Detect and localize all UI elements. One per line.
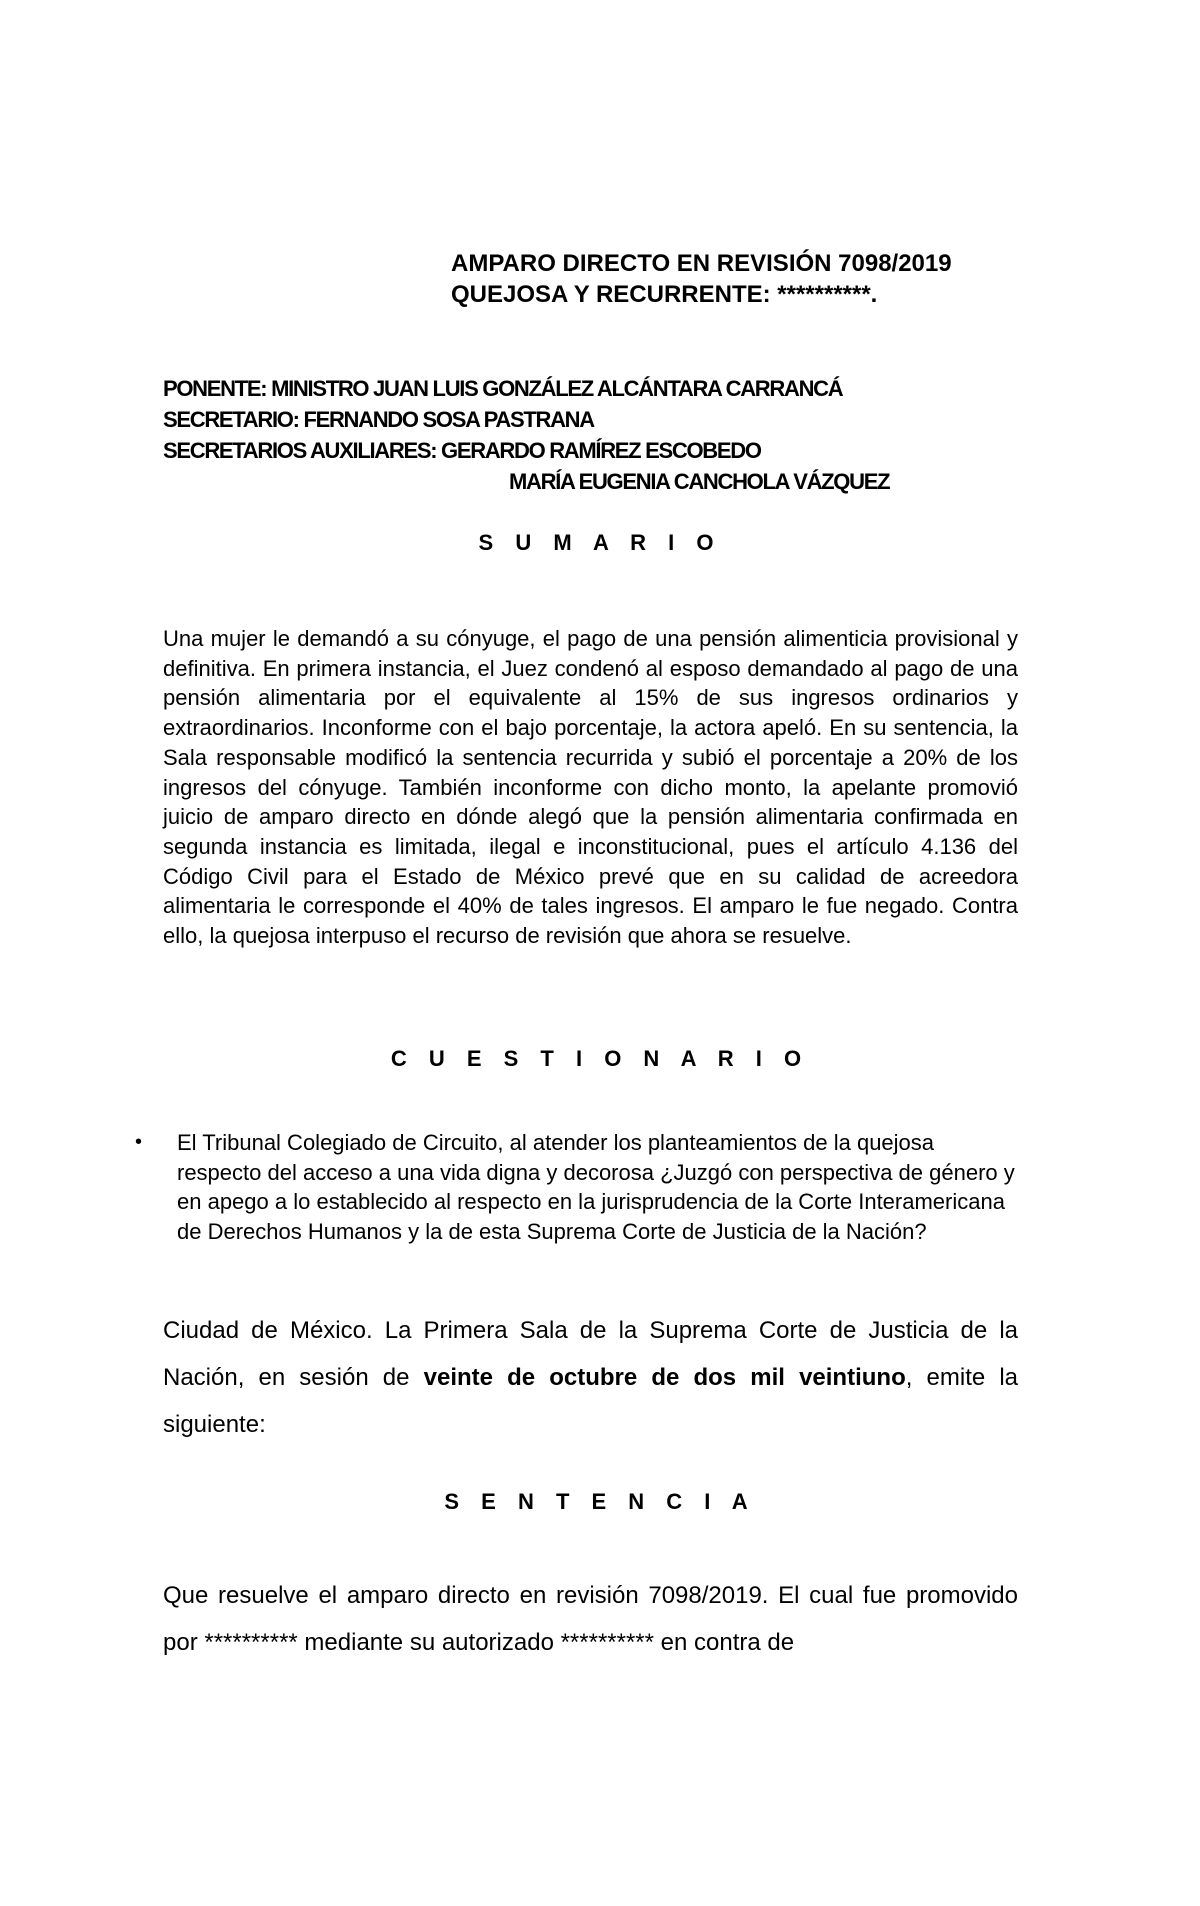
sumario-heading: S U M A R I O xyxy=(478,530,722,555)
session-date: veinte de octubre de dos mil veintiuno xyxy=(423,1364,906,1391)
complainant-line: QUEJOSA Y RECURRENTE: **********. xyxy=(451,281,878,308)
question-text: El Tribunal Colegiado de Circuito, al atender los planteamientos de la quejosa respecto del acceso a una vida digna y decorosa ¿Juzgó con perspectiva de género y en apego a lo establecido al respecto en la jurisprudencia de la Corte Interamericana de Derechos Humanos y la de esta Suprema Corte de Justicia de la Nación? xyxy=(177,1130,1015,1244)
sumario-paragraph: Una mujer le demandó a su cónyuge, el pago de una pensión alimenticia provisional y definitiva. En primera instancia, el Juez condenó al esposo demandado al pago de una pensión alimentaria por el equivalente al 15% de sus ingresos ordinarios y extraordinarios. Inconforme con el bajo porcentaje, la actora apeló. En su sentencia, la Sala responsable modificó la sentencia recurrida y subió el porcentaje a 20% de los ingresos del cónyuge. También inconforme con dicho monto, la apelante promovió juicio de amparo directo en dónde alegó que la pensión alimentaria confirmada en segunda instancia es limitada, ilegal e inconstitucional, pues el artículo 4.136 del Código Civil para el Estado de México prevé que en su calidad de acreedora alimentaria le corresponde el 40% de tales ingresos. El amparo le fue negado. Contra ello, la quejosa interpuso el recurso de revisión que ahora se resuelve. xyxy=(163,626,1018,949)
staff-block xyxy=(163,373,889,497)
list-item xyxy=(135,1128,1015,1246)
opening-closing-text: , emite la siguiente: xyxy=(163,1364,1019,1438)
case-header xyxy=(451,248,952,310)
opening-text: Ciudad de México. La Primera Sala de la Suprema Corte de Justicia de la Nación, en sesión de xyxy=(163,1317,1018,1391)
secretaria-auxiliar-line: MARÍA EUGENIA CANCHOLA VÁZQUEZ xyxy=(509,469,890,494)
cuestionario-heading: C U E S T I O N A R I O xyxy=(390,1046,810,1071)
case-number: AMPARO DIRECTO EN REVISIÓN 7098/2019 xyxy=(451,250,952,277)
opening-paragraph xyxy=(163,1307,1018,1448)
secretarios-auxiliares-line: SECRETARIOS AUXILIARES: GERARDO RAMÍREZ ESCOBEDO xyxy=(163,438,761,463)
bullet-icon: • xyxy=(135,1131,143,1153)
sentencia-paragraph: Que resuelve el amparo directo en revisión 7098/2019. El cual fue promovido por ********** mediante su autorizado ********** en contra de xyxy=(163,1582,1018,1656)
sentencia-heading: S E N T E N C I A xyxy=(444,1489,756,1514)
question-list xyxy=(135,1128,1015,1246)
secretario-line: SECRETARIO: FERNANDO SOSA PASTRANA xyxy=(163,407,594,432)
ponente-line: PONENTE: MINISTRO JUAN LUIS GONZÁLEZ ALCÁNTARA CARRANCÁ xyxy=(163,376,843,401)
